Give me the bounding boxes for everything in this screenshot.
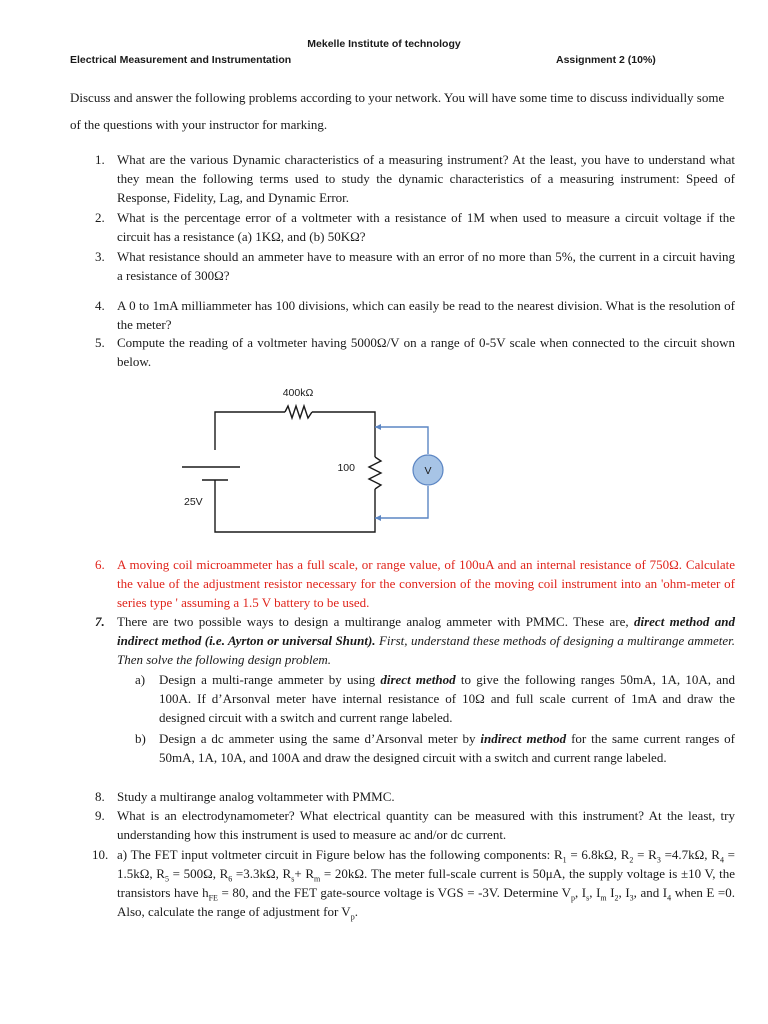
question-text-part: There are two possible ways to design a multirange analog ammeter with PMMC. These are, xyxy=(117,614,634,629)
course-title: Electrical Measurement and Instrumentation xyxy=(70,54,292,66)
question-2 xyxy=(95,208,735,246)
question-3 xyxy=(95,247,735,285)
question-1 xyxy=(95,150,735,207)
meter-lead-top xyxy=(375,427,428,454)
question-emphasis: indirect method xyxy=(480,731,567,746)
question-text-part: First, understand these methods of designing a multirange ammeter. Then solve the following design problem. xyxy=(117,633,735,667)
question-emphasis: direct method and indirect method (i.e. Ayrton or universal Shunt). xyxy=(117,614,735,648)
assignment-title: Assignment 2 (10%) xyxy=(556,54,656,66)
wire-top-left xyxy=(215,412,285,450)
question-number: a) xyxy=(135,672,146,687)
subscript: 2 xyxy=(629,855,634,865)
resistor-100 xyxy=(369,457,381,489)
subscript: p xyxy=(350,912,355,922)
question-text: A moving coil microammeter has a full scale, or range value, of 100uA and an internal resistance of 750Ω. Calculate the value of the adjustment resistor necessary for the conversion of the moving coil instrument into an 'ohm-meter of series type ' assuming a 1.5 V battery to be used. xyxy=(117,557,735,610)
subscript: 4 xyxy=(667,893,672,903)
text-part: =4.7kΩ, R xyxy=(660,847,720,862)
question-number: b) xyxy=(135,731,146,746)
question-number: 10. xyxy=(92,847,109,862)
text-part: + R xyxy=(294,866,314,881)
question-text-part: Design a multi-range ammeter by using xyxy=(159,672,381,687)
subscript: 1 xyxy=(562,855,567,865)
question-number: 9. xyxy=(95,808,105,823)
question-text xyxy=(159,670,735,727)
question-number: 7. xyxy=(95,614,105,629)
text-part: , I xyxy=(575,885,587,900)
question-text: What resistance should an ammeter have to measure with an error of no more than 5%, the current in a circuit having a resistance of 300Ω? xyxy=(117,249,735,283)
text-part: , I xyxy=(589,885,601,900)
resistor-400k-label: 400kΩ xyxy=(282,387,314,399)
question-text: What is the percentage error of a voltmeter with a resistance of 1M when used to measure a circuit voltage if the circuit has a resistance (a) 1KΩ, and (b) 50KΩ? xyxy=(117,210,735,244)
question-number: 1. xyxy=(95,152,105,167)
resistor-400k xyxy=(285,406,312,418)
circuit-diagram xyxy=(170,382,470,542)
text-part: = R xyxy=(633,847,657,862)
question-number: 5. xyxy=(95,335,105,350)
battery-label: 25V xyxy=(184,496,203,508)
text-part: = 20kΩ. The meter full-scale current is 50μA, the supply voltage is ±10 V, the transistors have h xyxy=(117,866,735,900)
question-text: Compute the reading of a voltmeter having 5000Ω/V on a range of 0-5V scale when connected to the circuit shown below. xyxy=(117,335,735,369)
subscript: 6 xyxy=(228,874,233,884)
resistor-100-label: 100 xyxy=(337,462,355,474)
subscript: s xyxy=(291,874,295,884)
subscript: 5 xyxy=(164,874,169,884)
question-text-part: Design a dc ammeter using the same d’Arsonval meter by xyxy=(159,731,481,746)
text-part: a) The FET input voltmeter circuit in Figure below has the following components: R xyxy=(117,847,563,862)
question-number: 8. xyxy=(95,789,105,804)
text-part: =3.3kΩ, R xyxy=(232,866,292,881)
question-4 xyxy=(95,296,735,334)
question-number: 2. xyxy=(95,210,105,225)
question-number: 3. xyxy=(95,249,105,264)
question-8 xyxy=(95,787,735,806)
subscript: s xyxy=(586,893,590,903)
question-text xyxy=(117,612,735,669)
question-7b xyxy=(135,729,735,767)
subscript: 3 xyxy=(656,855,661,865)
subscript: m xyxy=(314,874,321,884)
voltmeter-label: V xyxy=(424,465,432,477)
meter-lead-bottom xyxy=(375,486,428,518)
question-9 xyxy=(95,806,735,844)
wire-bottom xyxy=(215,480,375,532)
text-part: = 6.8kΩ, R xyxy=(566,847,630,862)
subscript: p xyxy=(571,893,575,903)
question-7 xyxy=(95,612,735,669)
text-part: = 80, and the FET gate-source voltage is VGS = -3V. Determine V xyxy=(217,885,571,900)
subscript: 3 xyxy=(629,893,634,903)
question-text: A 0 to 1mA milliammeter has 100 divisions, which can easily be read to the nearest division. What is the resolution of the meter? xyxy=(117,298,735,332)
question-7a xyxy=(135,670,735,727)
circuit-wires xyxy=(182,406,428,532)
text-part: I xyxy=(606,885,615,900)
institution-title: Mekelle Institute of technology xyxy=(307,38,461,50)
arrow-icon xyxy=(375,515,381,521)
text-part: = 1.5kΩ, R xyxy=(117,847,735,881)
text-part: = 500Ω, R xyxy=(168,866,229,881)
question-number: 4. xyxy=(95,298,105,313)
question-text xyxy=(159,729,735,767)
subscript: 2 xyxy=(614,893,619,903)
text-part: , and I xyxy=(633,885,668,900)
question-text: What are the various Dynamic characteristics of a measuring instrument? At the least, you have to understand what they mean the following terms used to study the dynamic characteristics of a measuring instrument: Speed of Response, Fidelity, Lag, and Dynamic Error. xyxy=(117,152,735,205)
text-part: , I xyxy=(618,885,630,900)
subscript: m xyxy=(600,893,607,903)
question-6 xyxy=(95,555,735,612)
subscript: FE xyxy=(208,893,218,903)
question-number: 6. xyxy=(95,557,105,572)
question-text: Study a multirange analog voltammeter with PMMC. xyxy=(117,789,395,804)
question-emphasis: direct method xyxy=(380,672,456,687)
wire-top-right xyxy=(312,412,375,457)
question-text-part: for the same current ranges of 50mA, 1A, 10A, and 100A and draw the designed circuit with a switch and current range labeled. xyxy=(159,731,736,765)
question-text-part: to give the following ranges 50mA, 1A, 10A, and 100A. If d’Arsonval meter have internal resistance of 10Ω and full scale current of 1mA and draw the designed circuit with a switch and current range labeled. xyxy=(159,672,736,725)
question-5 xyxy=(95,333,735,371)
arrow-icon xyxy=(375,424,381,430)
question-text xyxy=(117,845,735,921)
intro-paragraph: Discuss and answer the following problems according to your network. You will have some time to discuss individually some of the questions with your instructor for marking. xyxy=(70,90,725,132)
subscript: 4 xyxy=(719,855,724,865)
text-part: . xyxy=(354,904,358,919)
text-part: when E =0. Also, calculate the range of adjustment for V xyxy=(117,885,735,919)
question-10 xyxy=(92,845,735,922)
question-text: What is an electrodynamometer? What electrical quantity can be measured with this instrument? At the least, try understanding how this instrument is used to measure ac and/or dc current. xyxy=(117,808,735,842)
